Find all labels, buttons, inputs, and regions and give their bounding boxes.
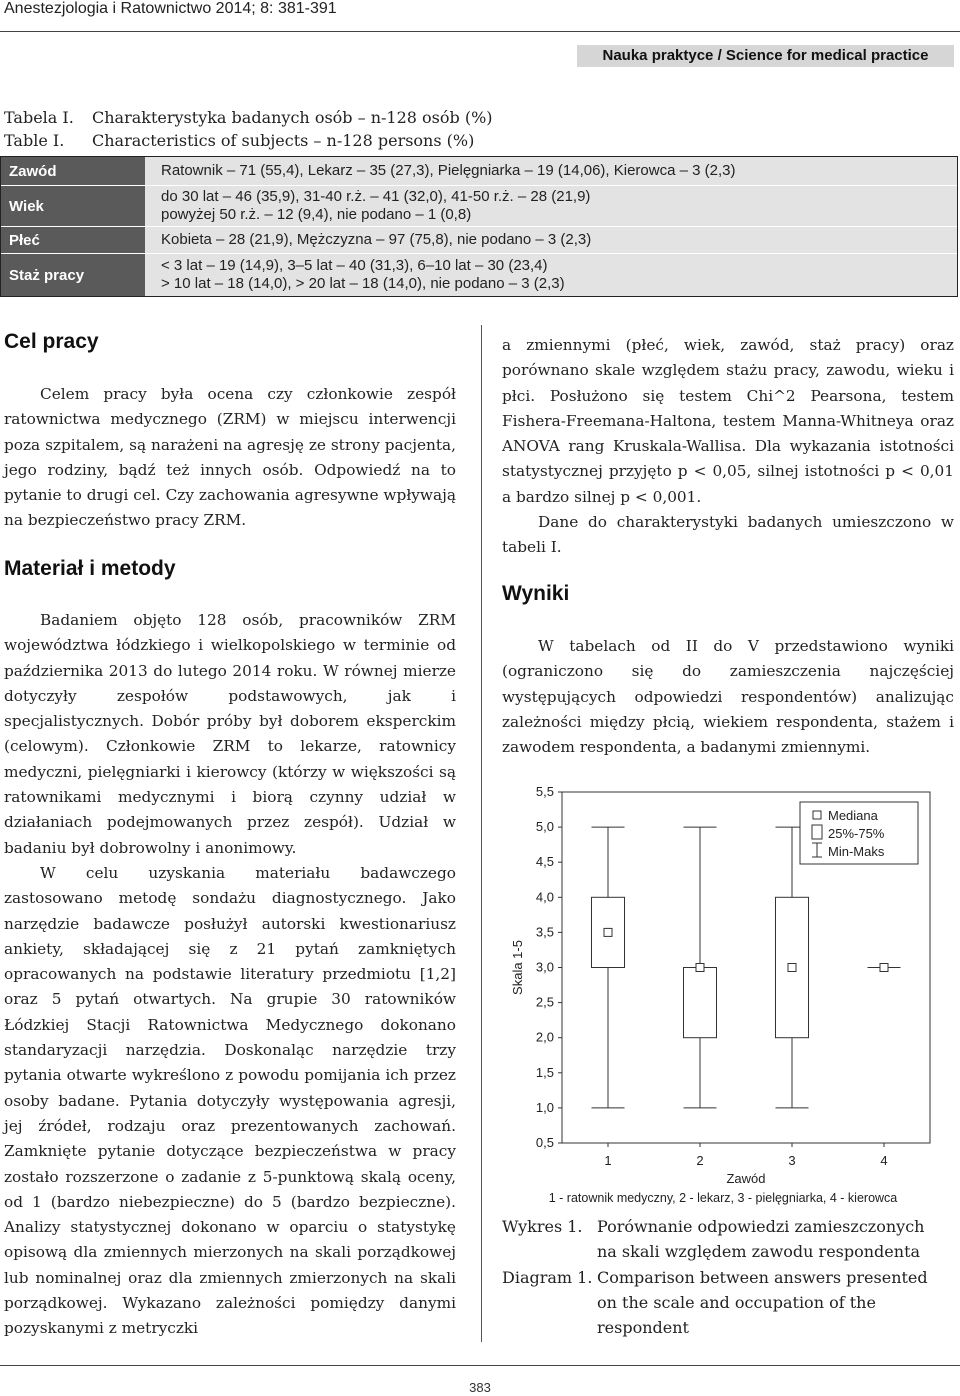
y-tick-label: 1,5 <box>535 1064 554 1080</box>
legend-box-label: 25%-75% <box>828 826 885 841</box>
paragraph-text: W celu uzyskania materiału badawczego zastosowano metodę sondażu diagnostycznego. Jako narzędzie badawcze posłużył autorski kwestionariusz ankiety, składającej się z 21 pytań zamkniętych opracowanych na podstawie literatury przedmiotu [1,2] oraz 5 pytań otwartych. Na grupie 30 ratowników Łódzkiej Stacji Ratownictwa Medycznego dokonano standaryzacji narzędzia. Doskonaląc narzędzie trzy pytania otwarte wykreślono z powodu pomijania ich przez osoby badane. Pytania dotyczyły występowania agresji, jej źródeł, rodzaju oraz prezentowanych zachowań. Zamknięte pytanie dotyczące bezpieczeństwa w pracy zostało rozszerzone o zadanie z 5-punktową skalą oceny, od 1 (bardzo niebezpieczne) do 5 (bardzo bezpieczne). Analizy statystycznej dokonano w oparciu o statystykę opisową dla zmiennych mierzonych na skali porządkowej lub nominalnej oraz dla zmiennych zmierzonych na skali porządkowej. Wykazano zależności pomiędzy danymi pozyskanymi z metryczki <box>4 863 456 1338</box>
y-tick-label: 0,5 <box>535 1135 554 1150</box>
y-tick-label: 3,5 <box>535 924 554 940</box>
row-value-line: Ratownik – 71 (55,4), Lekarz – 35 (27,3), Pielęgniarka – 19 (14,06), Kierowca – 3 (2,3) <box>161 162 736 179</box>
table-caption-en-text: Characteristics of subjects – n-128 persons (%) <box>92 131 475 150</box>
figure-caption-en <box>502 1265 952 1340</box>
y-tick-label: 3,0 <box>535 959 554 975</box>
median-marker <box>880 964 888 972</box>
row-key: Staż pracy <box>1 254 145 296</box>
table-row <box>1 186 957 227</box>
chart-footnote: 1 - ratownik medyczny, 2 - lekarz, 3 - pielęgniarka, 4 - kierowca <box>548 1191 898 1205</box>
header-rule <box>0 31 960 32</box>
y-tick-label: 4,5 <box>535 854 554 870</box>
characteristics-table <box>0 156 958 297</box>
figure-caption-pl <box>502 1214 952 1264</box>
row-value <box>145 227 957 253</box>
x-tick-label: 3 <box>788 1153 796 1168</box>
paragraph-wyniki <box>502 634 954 760</box>
figure-caption-pl-text: Porównanie odpowiedzi zamieszczonych na skali względem zawodu respondenta <box>597 1217 925 1261</box>
row-key: Wiek <box>1 186 145 226</box>
table-caption-pl-text: Charakterystyka badanych osób – n-128 osób (%) <box>92 108 493 127</box>
paragraph-metody <box>4 608 456 1342</box>
paragraph-text: a zmiennymi (płeć, wiek, zawód, staż pracy) oraz porównano skale względem stażu pracy, zawodu, wieku i płci. Posłużono się testem Chi^2 Pearsona, testem Fishera-Freemana-Haltona, testem Manna-Whitneya oraz ANOVA rang Kruskala-Wallisa. Dla wykazania istotności statystycznej przyjęto p < 0,05, silnej istotności p < 0,01 a bardzo silnej p < 0,001. <box>502 336 954 506</box>
table-caption-en <box>4 131 474 150</box>
median-marker <box>604 928 612 936</box>
x-tick-label: 1 <box>604 1153 612 1168</box>
figure-caption-en-label: Diagram 1. <box>502 1268 593 1287</box>
row-value <box>145 254 957 296</box>
row-value-line: do 30 lat – 46 (35,9), 31-40 r.ż. – 41 (32,0), 41-50 r.ż. – 28 (21,9) <box>161 188 591 205</box>
median-marker <box>696 964 704 972</box>
paragraph-continued <box>502 333 954 561</box>
row-value-line: powyżej 50 r.ż. – 12 (9,4), nie podano – 1 (0,8) <box>161 206 472 223</box>
table-row <box>1 227 957 254</box>
row-value-line: > 10 lat – 18 (14,0), > 20 lat – 18 (14,0), nie podano – 3 (2,3) <box>161 275 565 292</box>
y-tick-label: 2,0 <box>535 1029 554 1045</box>
y-tick-label: 2,5 <box>535 994 554 1010</box>
footer-rule <box>0 1365 960 1366</box>
figure-caption-pl-label: Wykres 1. <box>502 1217 583 1236</box>
legend-median-label: Mediana <box>828 808 878 823</box>
legend-box-marker <box>812 825 822 839</box>
median-marker <box>788 964 796 972</box>
table-row <box>1 254 957 296</box>
table-caption-pl-label: Tabela I. <box>4 108 74 127</box>
table-row <box>1 157 957 186</box>
row-key: Zawód <box>1 157 145 185</box>
iqr-box <box>684 968 717 1038</box>
row-key: Płeć <box>1 227 145 253</box>
x-tick-label: 4 <box>880 1153 888 1168</box>
legend-median-marker <box>813 811 821 819</box>
row-value-line: Kobieta – 28 (21,9), Mężczyzna – 97 (75,8), nie podano – 3 (2,3) <box>161 231 592 248</box>
table-caption-pl <box>4 108 493 127</box>
journal-citation: Anestezjologia i Ratownictwo 2014; 8: 381-391 <box>4 0 337 17</box>
section-label: Nauka praktyce / Science for medical practice <box>577 45 954 67</box>
boxplot-chart <box>500 775 960 1215</box>
y-axis-label: Skala 1-5 <box>510 940 525 995</box>
paragraph-text: Celem pracy była ocena czy członkowie zespół ratownictwa medycznego (ZRM) w miejscu interwencji poza szpitalem, są narażeni na agresję ze strony pacjenta, jego rodziny, bądź też innych osób. Odpowiedź na to pytanie to drugi cel. Czy zachowania agresywne wpływają na bezpieczeństwo pracy ZRM. <box>4 385 456 530</box>
y-tick-label: 1,0 <box>535 1099 554 1115</box>
page-number: 383 <box>469 1380 491 1395</box>
paragraph-text: Badaniem objęto 128 osób, pracowników ZRM województwa łódzkiego i wielkopolskiego w terminie od października 2013 do lutego 2014 roku. W równej mierze dotyczyły zespołów podstawowych, jak i specjalistycznych. Dobór próby był doborem eksperckim (celowym). Członkowie ZRM to lekarze, ratownicy medyczni, pielęgniarki i kierowcy (którzy w większości są ratownikami medycznymi i biorą czynny udział w działaniach podejmowanych przez zespół). Udział w badaniu był dobrowolny i anonimowy. <box>4 611 456 857</box>
table-caption-en-label: Table I. <box>4 131 65 150</box>
legend-whisker-label: Min-Maks <box>828 844 885 859</box>
row-value <box>145 186 957 226</box>
heading-cel-pracy: Cel pracy <box>4 330 99 353</box>
x-tick-label: 2 <box>696 1153 704 1168</box>
column-divider <box>481 325 482 1342</box>
paragraph-cel <box>4 382 456 534</box>
y-tick-label: 4,0 <box>535 889 554 905</box>
x-axis-label: Zawód <box>726 1171 766 1186</box>
heading-wyniki: Wyniki <box>502 582 570 605</box>
figure-caption-en-text: Comparison between answers presented on the scale and occupation of the respondent <box>597 1268 928 1337</box>
paragraph-text: Dane do charakterystyki badanych umieszczono w tabeli I. <box>502 513 954 557</box>
paragraph-text: W tabelach od II do V przedstawiono wyniki (ograniczono się do zamieszczenia najczęściej występujących odpowiedzi respondentów) analizując zależności między płcią, wiekiem respondenta, stażem i zawodem respondenta, a badanymi zmiennymi. <box>502 637 954 757</box>
row-value-line: < 3 lat – 19 (14,9), 3–5 lat – 40 (31,3), 6–10 lat – 30 (23,4) <box>161 257 548 274</box>
y-tick-label: 5,5 <box>535 784 554 799</box>
y-tick-label: 5,0 <box>535 819 554 835</box>
row-value <box>145 157 957 185</box>
heading-material-metody: Materiał i metody <box>4 557 176 580</box>
